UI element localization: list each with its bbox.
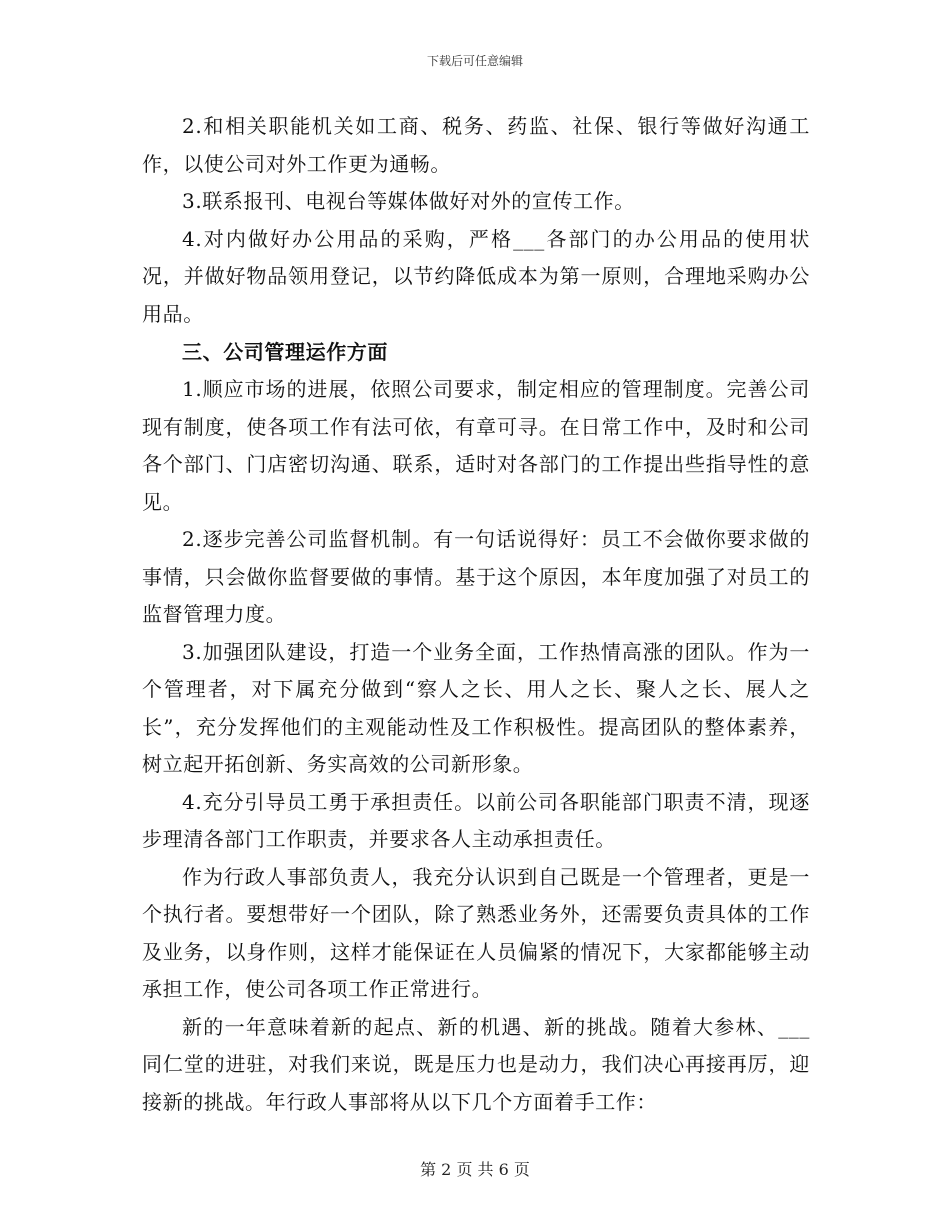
section-heading: 三、公司管理运作方面 (182, 340, 388, 364)
paragraph-outlook: 新的一年意味着新的起点、新的机遇、新的挑战。随着大参林、___同仁堂的进驻，对我们来说，既是压力也是动力，我们决心再接再厉，迎接新的挑战。年行政人事部将从以下几个方面着手工作： (142, 1014, 810, 1114)
paragraph-management-4: 4.充分引导员工勇于承担责任。以前公司各职能部门职责不清，现逐步理清各部门工作职责，并要求各人主动承担责任。 (142, 789, 810, 851)
paragraph-management-2: 2.逐步完善公司监督机制。有一句话说得好：员工不会做你要求做的事情，只会做你监督要做的事情。基于这个原因，本年度加强了对员工的监督管理力度。 (142, 527, 810, 626)
paragraph-management-1: 1.顺应市场的进展，依照公司要求，制定相应的管理制度。完善公司现有制度，使各项工作有法可依，有章可寻。在日常工作中，及时和公司各个部门、门店密切沟通、联系，适时对各部门的工作提出些指导性的意见。 (142, 377, 810, 514)
paragraph-management-3: 3.加强团队建设，打造一个业务全面，工作热情高涨的团队。作为一个管理者，对下属充分做到“察人之长、用人之长、聚人之长、展人之长”，充分发挥他们的主观能动性及工作积极性。提高团队的整体素养，树立起开拓创新、务实高效的公司新形象。 (142, 639, 810, 776)
paragraph-item-3: 3.联系报刊、电视台等媒体做好对外的宣传工作。 (182, 189, 635, 213)
page-header: 下载后可任意编辑 (426, 54, 523, 68)
document-body (142, 108, 810, 1121)
paragraph-summary: 作为行政人事部负责人，我充分认识到自己既是一个管理者，更是一个执行者。要想带好一个团队，除了熟悉业务外，还需要负责具体的工作及业务，以身作则，这样才能保证在人员偏紧的情况下，大家都能够主动承担工作，使公司各项工作正常进行。 (142, 864, 810, 1001)
paragraph-item-2: 2.和相关职能机关如工商、税务、药监、社保、银行等做好沟通工作，以使公司对外工作更为通畅。 (142, 114, 810, 176)
page-footer: 第 2 页 共 6 页 (420, 1160, 530, 1179)
paragraph-item-4: 4.对内做好办公用品的采购，严格___各部门的办公用品的使用状况，并做好物品领用登记，以节约降低成本为第一原则，合理地采购办公用品。 (142, 226, 810, 326)
